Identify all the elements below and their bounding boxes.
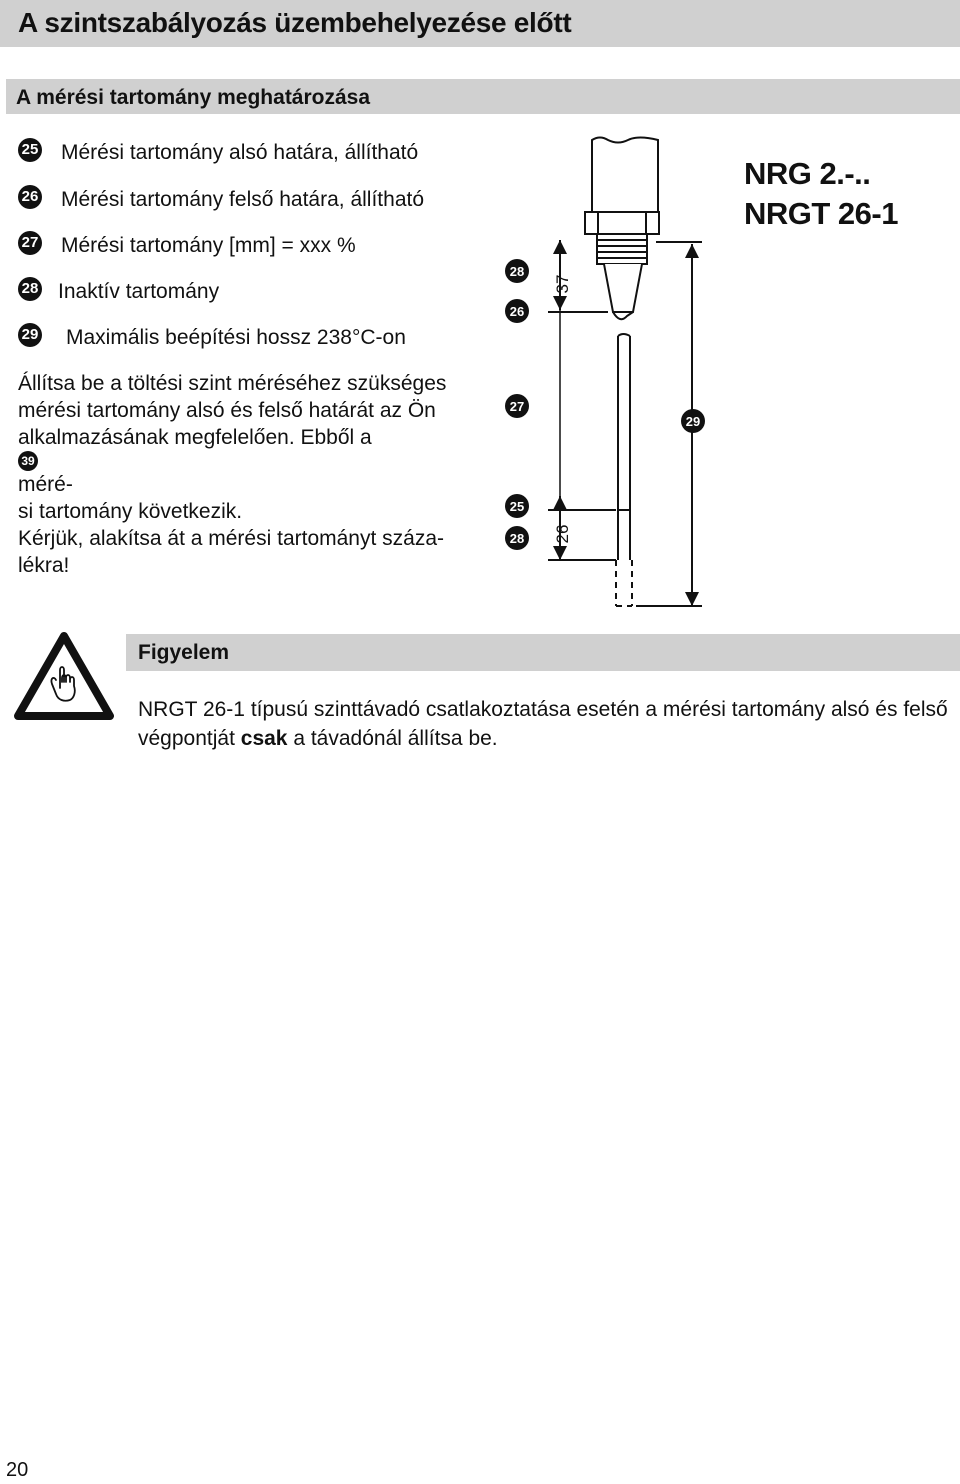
diagram-callouts — [505, 259, 705, 550]
warning-hand-icon — [14, 630, 114, 722]
legend-text: Mérési tartomány felső határa, állítható — [61, 188, 425, 211]
page-title: A szintszabályozás üzembehelyezése előtt — [18, 7, 572, 38]
dimension-top: 37 — [553, 274, 572, 294]
paragraph-line: si tartomány következik. — [18, 500, 243, 523]
paragraph-text: alkalmazásának megfelelően. Ebből a — [18, 426, 372, 449]
page-number: 20 — [6, 1459, 29, 1481]
warning-text — [138, 695, 948, 753]
subtitle-bar — [6, 79, 960, 114]
callout: 28 — [509, 264, 525, 279]
warning-line — [138, 724, 948, 753]
legend-text: Maximális beépítési hossz 238°C-on — [66, 326, 406, 349]
paragraph-line: Kérjük, alakítsa át a mérési tartományt száza- — [18, 527, 444, 550]
paragraph-line: lékra! — [18, 554, 70, 577]
model-name: NRGT 26-1 — [744, 196, 898, 231]
paragraph-line — [18, 424, 458, 498]
paragraph-line: mérési tartomány alsó és felső határát az Ön — [18, 399, 436, 422]
legend-text: Mérési tartomány alsó határa, állítható — [61, 141, 419, 164]
legend-number: 25 — [18, 138, 42, 162]
paragraph-text: méré- — [18, 473, 73, 496]
callout: 28 — [509, 531, 525, 546]
legend-number: 29 — [18, 323, 42, 347]
reference-number: 39 — [18, 451, 38, 471]
dimension-bottom: 26 — [553, 524, 572, 544]
callout: 27 — [509, 399, 525, 414]
legend-number: 26 — [18, 185, 42, 209]
title-bar — [0, 0, 960, 47]
warning-heading-bar — [126, 634, 960, 671]
warning-emphasis: csak — [240, 727, 288, 750]
probe-diagram — [480, 120, 740, 620]
legend-text: Mérési tartomány [mm] = xxx % — [61, 234, 356, 257]
model-name: NRG 2.-.. — [744, 156, 871, 191]
section-title: A mérési tartomány meghatározása — [16, 86, 371, 109]
legend-number: 27 — [18, 231, 42, 255]
instruction-paragraph — [18, 370, 458, 579]
warning-heading: Figyelem — [138, 641, 230, 664]
paragraph-line: Állítsa be a töltési szint méréséhez szükséges — [18, 372, 447, 395]
warning-line: NRGT 26-1 típusú szinttávadó csatlakoztatása esetén a mérési tartomány alsó és felső — [138, 698, 948, 721]
callout: 26 — [509, 304, 525, 319]
legend-number: 28 — [18, 277, 42, 301]
callout: 29 — [685, 414, 701, 429]
callout: 25 — [509, 499, 525, 514]
warning-text-part: a távadónál állítsa be. — [293, 727, 498, 750]
legend-text: Inaktív tartomány — [58, 280, 220, 303]
dimension-labels — [553, 275, 572, 544]
warning-text-part: végpontját — [138, 727, 235, 750]
